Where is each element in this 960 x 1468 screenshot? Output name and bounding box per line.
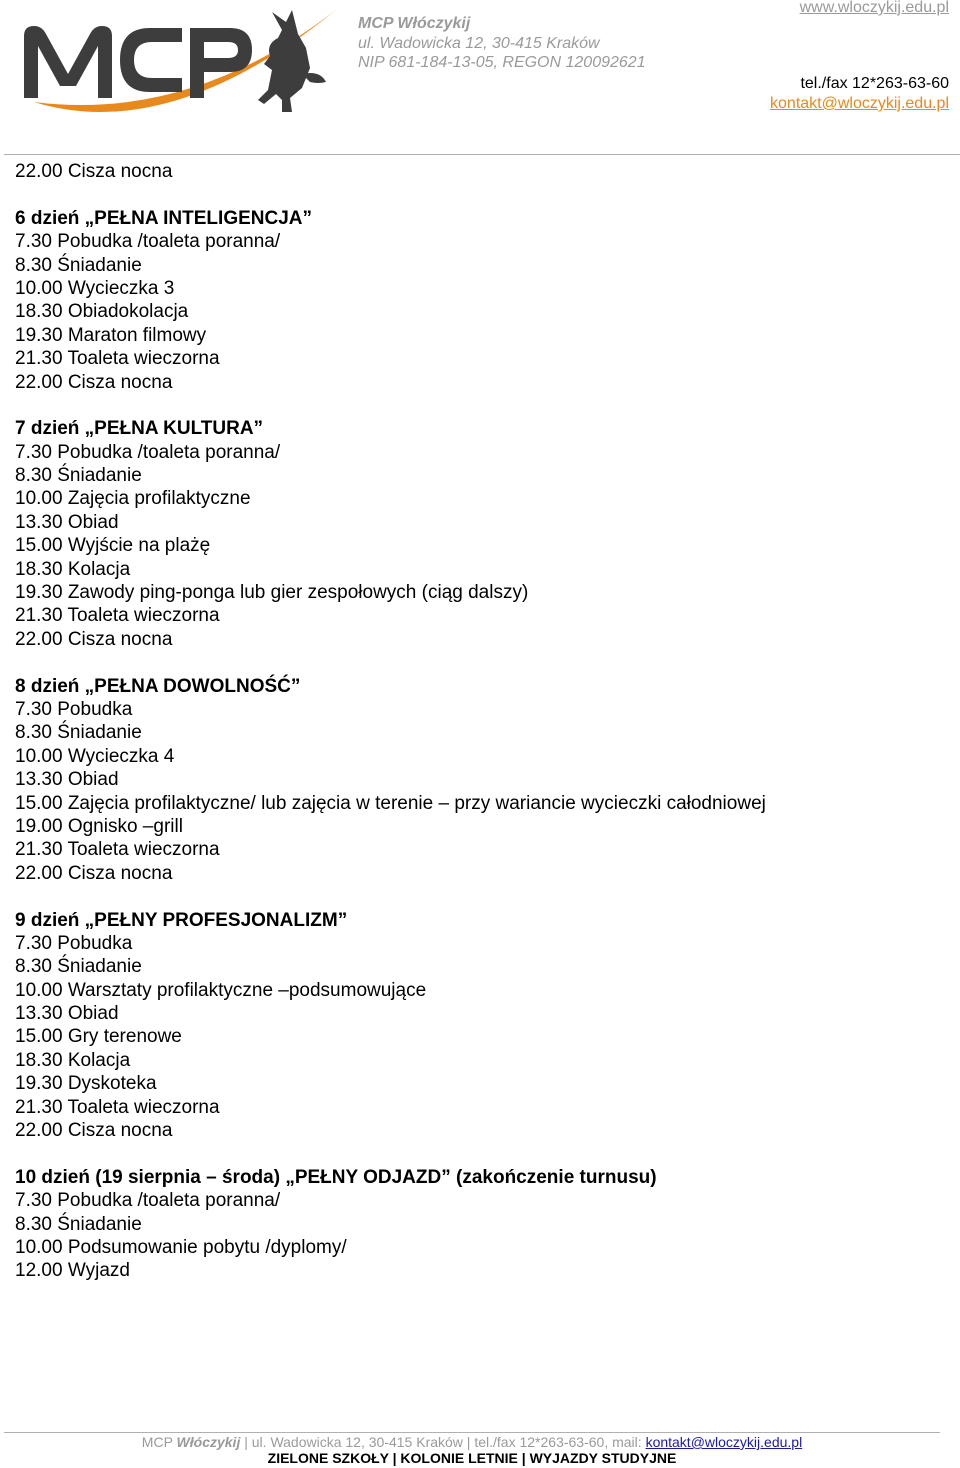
- schedule-line: 7.30 Pobudka: [15, 698, 133, 720]
- email-link[interactable]: kontakt@wloczykij.edu.pl: [770, 95, 949, 112]
- schedule-line: 8.30 Śniadanie: [15, 1213, 142, 1235]
- schedule-line: 18.30 Kolacja: [15, 558, 131, 580]
- schedule-line: 8.30 Śniadanie: [15, 465, 142, 487]
- schedule-line: 18.30 Kolacja: [15, 1049, 131, 1071]
- schedule-line: 22.00 Cisza nocna: [15, 161, 173, 182]
- page-header: [0, 0, 960, 156]
- schedule-line: 13.30 Obiad: [15, 511, 119, 533]
- schedule-line: 10.00 Warsztaty profilaktyczne –podsumowujące: [15, 979, 427, 1001]
- schedule-line: 15.00 Wyjście na plażę: [15, 535, 211, 557]
- schedule-line: 18.30 Obiadokolacja: [15, 301, 189, 323]
- footer-contact-line: MCP Włóczykij | ul. Wadowicka 12, 30-415 Kraków | tel./fax 12*263-63-60, mail: kontakt@wloczykij.edu.pl: [141, 1434, 803, 1450]
- schedule-line: 22.00 Cisza nocna: [15, 1120, 173, 1142]
- website-link[interactable]: www.wloczykij.edu.pl: [799, 0, 949, 16]
- schedule-line: 8.30 Śniadanie: [15, 956, 142, 978]
- schedule-line: 10.00 Podsumowanie pobytu /dyplomy/: [15, 1236, 347, 1258]
- mcp-logo: [20, 4, 350, 134]
- page-footer: [0, 1434, 944, 1466]
- schedule-line: 19.30 Zawody ping-ponga lub gier zespołowych (ciąg dalszy): [15, 582, 529, 604]
- schedule-content: [15, 160, 945, 1283]
- schedule-line: 15.00 Zajęcia profilaktyczne/ lub zajęcia w terenie – przy wariancie wycieczki całodniowej: [15, 792, 766, 814]
- footer-mcp: MCP: [141, 1434, 173, 1450]
- schedule-line: 22.00 Cisza nocna: [15, 371, 173, 393]
- company-block: [358, 14, 646, 73]
- schedule-line: 10.00 Zajęcia profilaktyczne: [15, 488, 251, 510]
- schedule-line: 13.30 Obiad: [15, 769, 119, 791]
- schedule-line: 10.00 Wycieczka 3: [15, 277, 175, 299]
- schedule-line: 7.30 Pobudka /toaleta poranna/: [15, 231, 281, 253]
- schedule-line: 21.30 Toaleta wieczorna: [15, 605, 220, 627]
- schedule-line: 19.00 Ognisko –grill: [15, 815, 183, 837]
- day-title: 8 dzień „PEŁNA DOWOLNOŚĆ”: [15, 675, 301, 697]
- company-address: ul. Wadowicka 12, 30-415 Kraków: [358, 34, 600, 52]
- schedule-line: 21.30 Toaleta wieczorna: [15, 348, 220, 370]
- footer-phone: tel./fax 12*263-63-60, mail:: [474, 1434, 642, 1450]
- day-8-section: [15, 675, 945, 886]
- schedule-line: 22.00 Cisza nocna: [15, 628, 173, 650]
- day-title: 10 dzień (19 sierpnia – środa) „PEŁNY ODJAZD” (zakończenie turnusu): [15, 1166, 657, 1188]
- day-10-section: [15, 1166, 945, 1283]
- day-title: 9 dzień „PEŁNY PROFESJONALIZM”: [15, 909, 348, 931]
- footer-company-name: Włóczykij: [176, 1434, 241, 1450]
- day-6-section: [15, 207, 945, 394]
- day-title: 7 dzień „PEŁNA KULTURA”: [15, 418, 264, 440]
- day-7-section: [15, 417, 945, 651]
- schedule-line: 7.30 Pobudka /toaleta poranna/: [15, 441, 281, 463]
- schedule-line: 13.30 Obiad: [15, 1003, 119, 1025]
- footer-address: ul. Wadowicka 12, 30-415 Kraków: [251, 1434, 463, 1450]
- footer-tagline: ZIELONE SZKOŁY | KOLONIE LETNIE | WYJAZDY STUDYJNE: [267, 1450, 677, 1466]
- schedule-line: 22.00 Cisza nocna: [15, 862, 173, 884]
- company-registry: NIP 681-184-13-05, REGON 120092621: [358, 54, 646, 71]
- schedule-line: 19.30 Maraton filmowy: [15, 324, 207, 346]
- phone-number: tel./fax 12*263-63-60: [800, 75, 949, 92]
- schedule-line: 7.30 Pobudka: [15, 932, 133, 954]
- contact-block: [770, 0, 949, 114]
- day-9-section: [15, 909, 945, 1143]
- schedule-line: 10.00 Wycieczka 4: [15, 745, 175, 767]
- schedule-line: 8.30 Śniadanie: [15, 722, 142, 744]
- header-divider: [4, 154, 960, 155]
- schedule-line: 15.00 Gry terenowe: [15, 1026, 182, 1048]
- schedule-line: 8.30 Śniadanie: [15, 254, 142, 276]
- schedule-line: 7.30 Pobudka /toaleta poranna/: [15, 1190, 281, 1212]
- schedule-line: 19.30 Dyskoteka: [15, 1073, 157, 1095]
- schedule-line: 21.30 Toaleta wieczorna: [15, 1096, 220, 1118]
- day-title: 6 dzień „PEŁNA INTELIGENCJA”: [15, 207, 312, 229]
- schedule-line: 12.00 Wyjazd: [15, 1260, 130, 1282]
- footer-divider: [4, 1432, 940, 1433]
- company-name: MCP Włóczykij: [358, 15, 471, 32]
- footer-email-link[interactable]: kontakt@wloczykij.edu.pl: [645, 1434, 803, 1450]
- schedule-line: 21.30 Toaleta wieczorna: [15, 839, 220, 861]
